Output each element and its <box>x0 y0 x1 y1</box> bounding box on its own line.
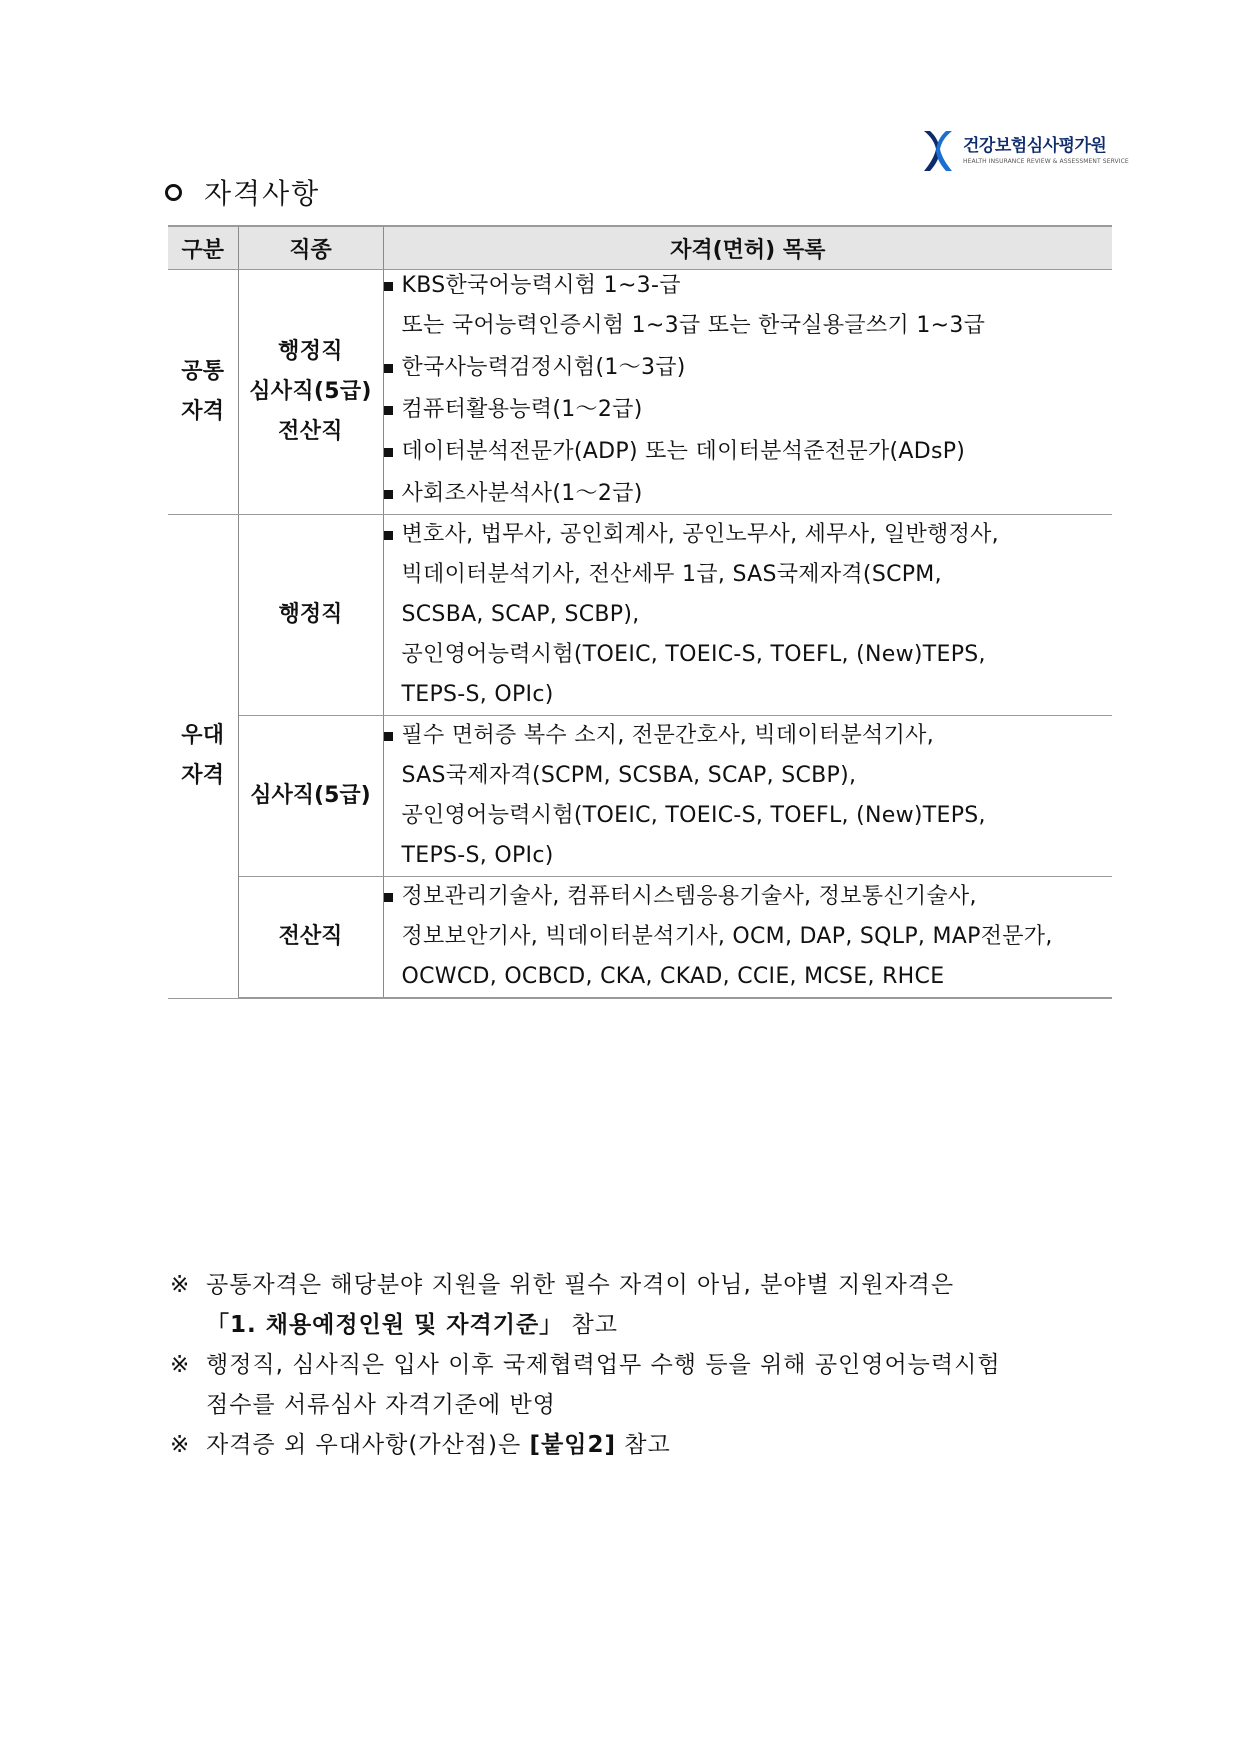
note-text <box>206 1425 1130 1465</box>
section-title <box>165 170 320 214</box>
list-item <box>384 474 1113 514</box>
note-english-score <box>170 1345 1130 1425</box>
list-item <box>384 515 1113 715</box>
note-reference: [붙임2] <box>529 1432 616 1458</box>
category-line: 자격 <box>181 763 225 789</box>
category-line: 자격 <box>181 399 225 424</box>
note-tail: 참고 <box>615 1432 671 1458</box>
org-logo <box>921 128 1129 174</box>
logo-subtitle: HEALTH INSURANCE REVIEW & ASSESSMENT SERVICE <box>963 158 1129 165</box>
item-line: 공인영어능력시험(TOEIC, TOEIC-S, TOEFL, (New)TEPS, <box>401 642 986 667</box>
job-review: 심사직(5급) <box>238 716 383 877</box>
reference-mark: ※ <box>170 1432 190 1458</box>
note-text <box>206 1305 1130 1345</box>
item-line: 정보관리기술사, 컴퓨터시스템응용기술사, 정보통신기술사, <box>401 884 977 909</box>
category-common <box>168 270 238 515</box>
note-tail: 참고 <box>563 1312 618 1338</box>
list-item <box>384 266 1113 346</box>
item-line: TEPS-S, OPIc) <box>401 843 554 868</box>
section-title-text: 자격사항 <box>204 177 321 210</box>
note-text: 공통자격은 해당분야 지원을 위한 필수 자격이 아님, 분야별 지원자격은 <box>206 1272 955 1298</box>
item-line: 또는 국어능력인증시험 1~3급 또는 한국실용글쓰기 1~3급 <box>401 313 986 338</box>
item-line: 공인영어능력시험(TOEIC, TOEIC-S, TOEFL, (New)TEPS, <box>401 803 986 828</box>
list-item <box>384 877 1113 997</box>
job-line: 심사직(5급) <box>249 379 372 404</box>
category-line: 공통 <box>181 359 225 384</box>
item-line: SCSBA, SCAP, SCBP), <box>401 602 640 627</box>
notes <box>170 1265 1130 1465</box>
category-preferred <box>168 515 238 999</box>
logo-name: 건강보험심사평가원 <box>963 136 1107 156</box>
note-bonus-points <box>170 1425 1130 1465</box>
item-line: TEPS-S, OPIc) <box>401 682 554 707</box>
list-item <box>384 390 1113 430</box>
reference-mark: ※ <box>170 1352 190 1378</box>
list-item <box>384 432 1113 472</box>
list-admin <box>383 515 1112 716</box>
item-line: 데이터분석전문가(ADP) 또는 데이터분석준전문가(ADsP) <box>401 439 966 464</box>
table-row-preferred-review <box>168 716 1112 877</box>
reference-mark: ※ <box>170 1272 190 1298</box>
job-it: 전산직 <box>238 877 383 999</box>
job-line: 전산직 <box>278 419 343 444</box>
category-line: 우대 <box>181 723 225 749</box>
item-line: 사회조사분석사(1～2급) <box>401 481 643 506</box>
note-reference: 「1. 채용예정인원 및 자격기준」 <box>206 1312 564 1338</box>
list-review <box>383 716 1112 877</box>
job-common <box>238 270 383 515</box>
item-line: KBS한국어능력시험 1~3-급 <box>401 273 681 298</box>
job-line: 행정직 <box>278 339 343 364</box>
list-item <box>384 348 1113 388</box>
item-line: 정보보안기사, 빅데이터분석기사, OCM, DAP, SQLP, MAP전문가, <box>401 924 1053 949</box>
qualification-table <box>168 225 1112 999</box>
header-list: 자격(면허) 목록 <box>383 226 1112 270</box>
item-line: 변호사, 법무사, 공인회계사, 공인노무사, 세무사, 일반행정사, <box>401 522 999 547</box>
table-header-row <box>168 226 1112 270</box>
job-admin: 행정직 <box>238 515 383 716</box>
item-line: 한국사능력검정시험(1～3급) <box>401 355 686 380</box>
note-text: 점수를 서류심사 자격기준에 반영 <box>206 1392 556 1418</box>
header-category: 구분 <box>168 226 238 270</box>
circle-bullet-icon <box>165 184 182 201</box>
note-text: 행정직, 심사직은 입사 이후 국제협력업무 수행 등을 위해 공인영어능력시험 <box>206 1352 1001 1378</box>
note-pre: 자격증 외 우대사항(가산점)은 <box>206 1432 530 1458</box>
item-line: 빅데이터분석기사, 전산세무 1급, SAS국제자격(SCPM, <box>401 562 942 587</box>
table-row-preferred-admin <box>168 515 1112 716</box>
note-common-qualification <box>170 1265 1130 1345</box>
list-item <box>384 716 1113 876</box>
hira-logo-icon <box>921 129 955 173</box>
item-line: OCWCD, OCBCD, CKA, CKAD, CCIE, MCSE, RHCE <box>401 964 945 989</box>
list-it <box>383 877 1112 999</box>
header-job: 직종 <box>238 226 383 270</box>
table-row-common <box>168 270 1112 515</box>
table-row-preferred-it <box>168 877 1112 999</box>
item-line: 컴퓨터활용능력(1～2급) <box>401 397 643 422</box>
list-common <box>383 270 1112 515</box>
item-line: SAS국제자격(SCPM, SCSBA, SCAP, SCBP), <box>401 763 857 788</box>
item-line: 필수 면허증 복수 소지, 전문간호사, 빅데이터분석기사, <box>401 723 934 748</box>
